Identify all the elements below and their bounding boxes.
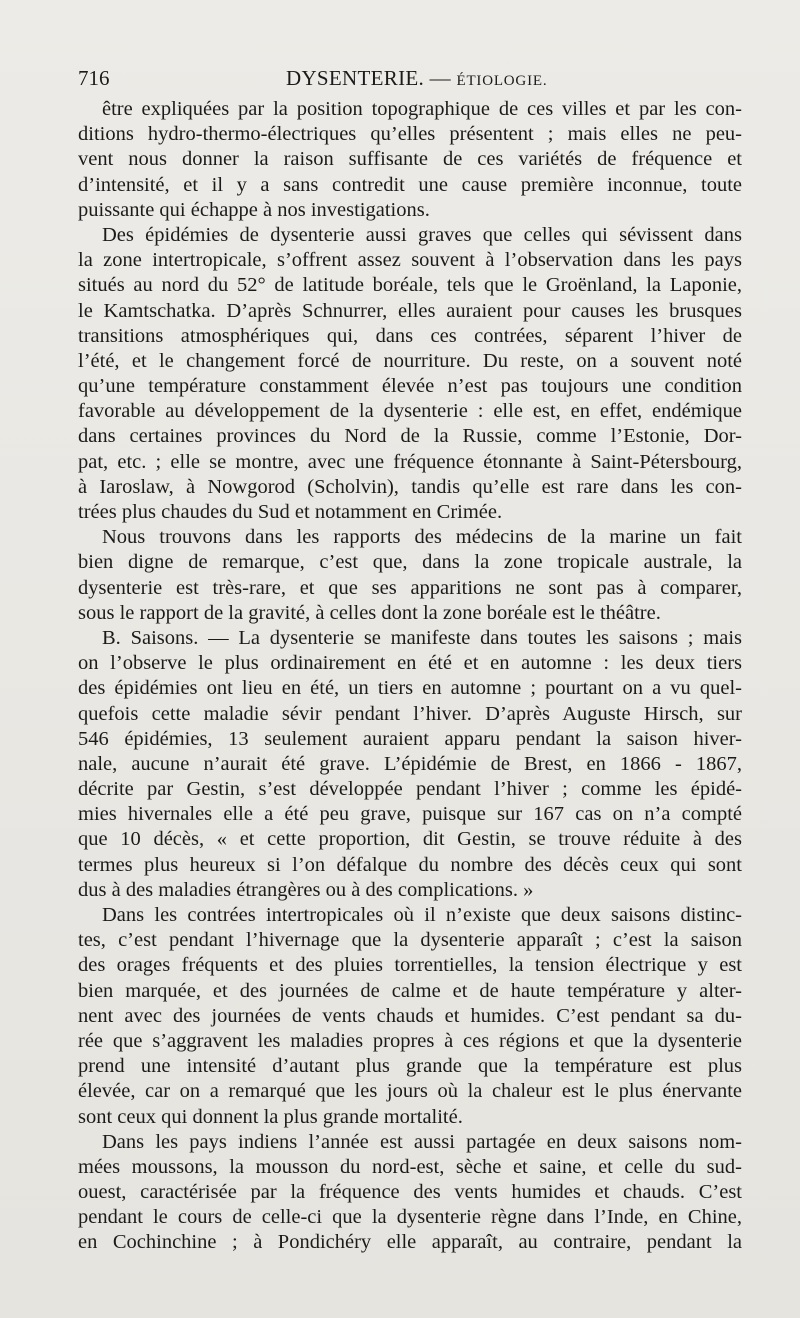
running-title-main: DYSENTERIE. <box>286 66 425 90</box>
text-line: l’été, et le changement forcé de nourriture. Du reste, on a souvent noté <box>78 349 742 372</box>
text-line: rée que s’aggravent les maladies propres à ces régions et que la dysenterie <box>78 1029 742 1052</box>
text-line: B. Saisons. — La dysenterie se manifeste dans toutes les saisons ; mais <box>102 626 742 649</box>
text-line: favorable au développement de la dysenterie : elle est, en effet, endémique <box>78 400 742 423</box>
text-line: nent avec des journées de vents chauds et humides. C’est pendant sa du- <box>78 1004 742 1027</box>
text-line: élevée, car on a remarqué que les jours où la chaleur est le plus énervante <box>78 1080 742 1103</box>
text-line: ditions hydro-thermo-électriques qu’elles présentent ; mais elles ne peu- <box>78 123 742 146</box>
text-line: le Kamtschatka. D’après Schnurrer, elles auraient pour causes les brusques <box>78 299 742 322</box>
text-line: mées moussons, la mousson du nord-est, sèche et saine, et celle du sud- <box>78 1155 742 1178</box>
text-line: en Cochinchine ; à Pondichéry elle apparaît, au contraire, pendant la <box>78 1231 742 1254</box>
text-line: bien digne de remarque, c’est que, dans la zone tropicale australe, la <box>78 551 742 574</box>
text-line: la zone intertropicale, s’offrent assez souvent à l’observation dans les pays <box>78 249 742 272</box>
body-text <box>78 97 742 1256</box>
text-line: sont ceux qui donnent la plus grande mortalité. <box>78 1105 463 1128</box>
text-line: tes, c’est pendant l’hivernage que la dysenterie apparaît ; c’est la saison <box>78 929 742 952</box>
paragraph <box>78 903 742 1130</box>
text-line: puissante qui échappe à nos investigations. <box>78 198 430 221</box>
paragraph <box>78 525 742 626</box>
text-line: décrite par Gestin, s’est développée pendant l’hiver ; comme les épidé- <box>78 778 742 801</box>
text-line: 546 épidémies, 13 seulement auraient apparu pendant la saison hiver- <box>78 727 742 750</box>
text-line: mies hivernales elle a été peu grave, puisque sur 167 cas on n’a compté <box>78 803 742 826</box>
text-line: d’intensité, et il y a sans contredit une cause première inconnue, toute <box>78 173 742 196</box>
text-line: qu’une température constamment élevée n’est pas toujours une condition <box>78 375 742 398</box>
text-line: nale, aucune n’aurait été grave. L’épidémie de Brest, en 1866 - 1867, <box>78 752 742 775</box>
paragraph <box>78 223 742 525</box>
text-line: dus à des maladies étrangères ou à des complications. » <box>78 878 534 901</box>
running-title-dash: — <box>429 66 451 90</box>
text-line: dysenterie est très-rare, et que ses apparitions ne sont pas à comparer, <box>78 576 742 599</box>
text-line: des épidémies ont lieu en été, un tiers en automne ; pourtant on a vu quel- <box>78 677 742 700</box>
text-line: des orages fréquents et des pluies torrentielles, la tension électrique y est <box>78 954 742 977</box>
text-line: être expliquées par la position topographique de ces villes et par les con- <box>102 98 742 120</box>
text-line: sous le rapport de la gravité, à celles dont la zone boréale est le théâtre. <box>78 601 661 624</box>
page-number: 716 <box>78 66 110 90</box>
text-line: trées plus chaudes du Sud et notamment en Crimée. <box>78 501 503 523</box>
running-header <box>78 66 742 96</box>
paragraph <box>78 1130 742 1256</box>
text-line: Des épidémies de dysenterie aussi graves que celles qui sévissent dans <box>102 223 742 246</box>
text-line: termes plus heureux si l’on défalque du nombre des décès ceux qui sont <box>78 853 742 876</box>
text-line: ouest, caractérisée par la fréquence des vents humides et chauds. C’est <box>78 1181 742 1204</box>
text-line: vent nous donner la raison suffisante de ces variétés de fréquence et <box>78 148 742 171</box>
running-title-subtitle: ÉTIOLOGIE. <box>456 73 548 89</box>
text-line: quefois cette maladie sévir pendant l’hiver. D’après Auguste Hirsch, sur <box>78 702 742 725</box>
text-line: transitions atmosphériques qui, dans ces contrées, séparent l’hiver de <box>78 324 742 347</box>
text-line: on l’observe le plus ordinairement en été et en automne : les deux tiers <box>78 652 742 675</box>
text-line: bien marquée, et des journées de calme et de haute température y alter- <box>78 979 742 1002</box>
text-line: pat, etc. ; elle se montre, avec une fréquence étonnante à Saint-Pétersbourg, <box>78 450 742 473</box>
text-line: Nous trouvons dans les rapports des médecins de la marine un fait <box>102 526 742 549</box>
text-line: Dans les contrées intertropicales où il n’existe que deux saisons distinc- <box>102 904 742 926</box>
text-line: dans certaines provinces du Nord de la Russie, comme l’Estonie, Dor- <box>78 425 742 448</box>
text-line: prend une intensité d’autant plus grande que la température est plus <box>78 1055 742 1078</box>
text-line: à Iaroslaw, à Nowgorod (Scholvin), tandis qu’elle est rare dans les con- <box>78 475 742 498</box>
text-line: Dans les pays indiens l’année est aussi partagée en deux saisons nom- <box>102 1130 742 1153</box>
paragraph <box>78 626 742 903</box>
running-title <box>286 66 547 91</box>
text-line: situés au nord du 52° de latitude boréale, tels que le Groënland, la Laponie, <box>78 274 742 297</box>
text-line: pendant le cours de celle-ci que la dysenterie règne dans l’Inde, en Chine, <box>78 1206 742 1229</box>
text-line: que 10 décès, « et cette proportion, dit Gestin, se trouve réduite à des <box>78 828 742 851</box>
paragraph <box>78 97 742 223</box>
